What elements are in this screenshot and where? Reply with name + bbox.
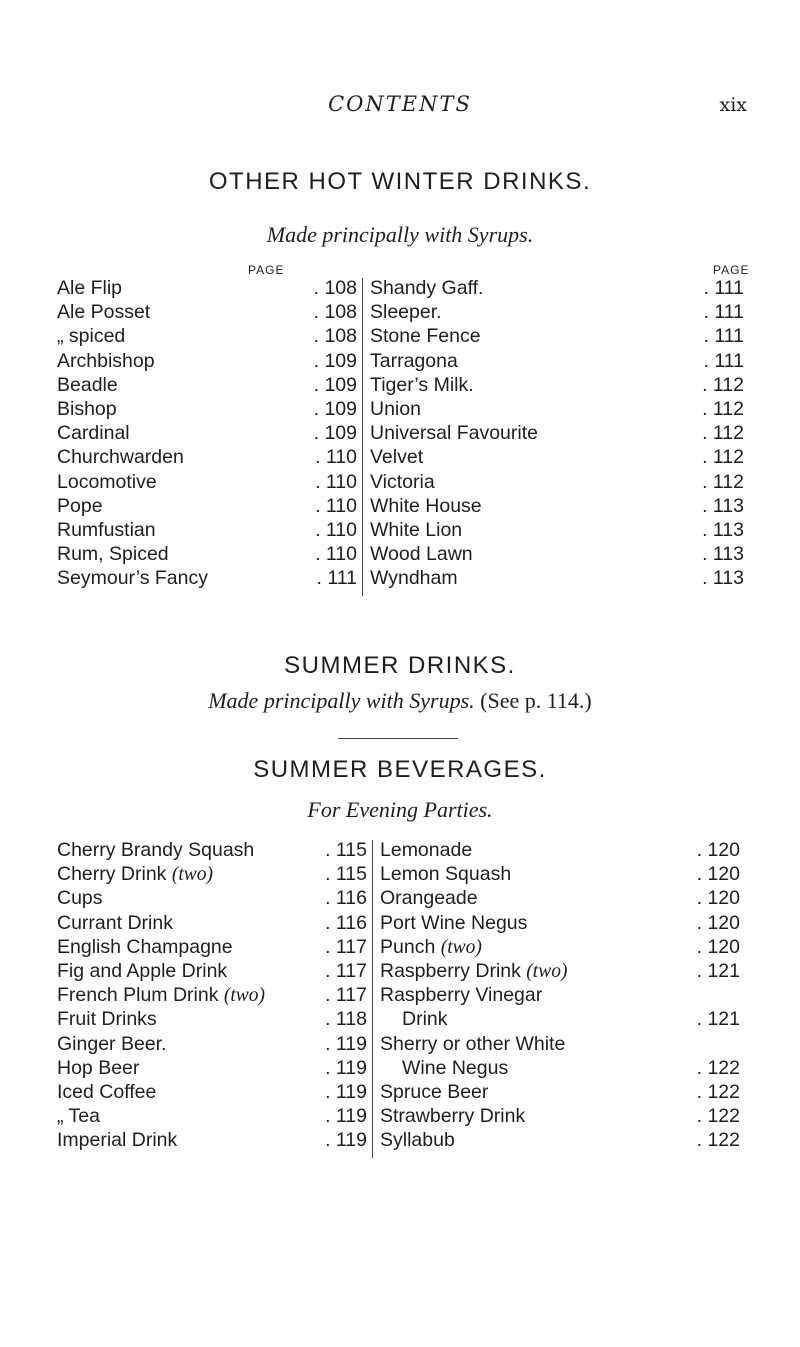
- entry-name: [57, 494, 103, 518]
- entry-title: Ale Posset: [57, 301, 151, 324]
- entry-name: [57, 1128, 177, 1152]
- index-entry: [57, 1128, 367, 1152]
- section-divider: [338, 738, 458, 739]
- summer-beverages-right-column: [380, 838, 740, 1152]
- entry-page: . 108: [313, 325, 357, 348]
- entry-page: . 110: [315, 543, 357, 566]
- entry-name: [57, 1104, 100, 1128]
- entry-title: Hop Beer: [57, 1056, 140, 1079]
- index-entry: [57, 959, 367, 983]
- entry-name: [380, 1032, 565, 1056]
- entry-title: Union: [370, 397, 421, 420]
- summer-beverages-left-column: [57, 838, 367, 1152]
- entry-name: [57, 911, 173, 935]
- entry-note: (two): [171, 864, 214, 886]
- entry-page: . 113: [702, 567, 744, 590]
- entry-name: [57, 959, 227, 983]
- entry-page: . 110: [315, 470, 357, 493]
- index-entry: [57, 349, 357, 373]
- index-entry: [57, 983, 367, 1007]
- entry-name: [370, 397, 421, 421]
- index-entry: [370, 494, 744, 518]
- entry-page: . 115: [325, 839, 367, 861]
- entry-name: [380, 886, 478, 910]
- index-entry: [380, 1032, 740, 1056]
- entry-name: [380, 935, 482, 960]
- entry-title: Currant Drink: [57, 911, 173, 934]
- entry-page: . 116: [325, 911, 367, 934]
- entry-page: . 119: [325, 1032, 367, 1055]
- index-entry: [57, 494, 357, 518]
- entry-page: . 122: [696, 1105, 740, 1128]
- index-entry: [57, 300, 357, 324]
- index-entry: [370, 397, 744, 421]
- entry-page: . 113: [702, 518, 744, 541]
- entry-page: . 122: [696, 1080, 740, 1103]
- index-entry: [370, 276, 744, 300]
- entry-page: . 117: [325, 935, 367, 958]
- entry-name: [370, 542, 473, 566]
- index-entry: [380, 983, 740, 1007]
- entry-page: . 110: [315, 494, 357, 517]
- index-entry: [380, 911, 740, 935]
- index-entry: [380, 886, 740, 910]
- entry-name: [57, 1080, 156, 1104]
- entry-title: Cherry Brandy Squash: [57, 839, 255, 861]
- entry-page: . 120: [696, 935, 740, 958]
- entry-page: . 113: [702, 543, 744, 566]
- summer-beverages-title: SUMMER BEVERAGES.: [253, 756, 547, 783]
- index-entry: [370, 470, 744, 494]
- index-entry: [370, 445, 744, 469]
- entry-page: . 110: [315, 446, 357, 469]
- entry-page: . 121: [696, 1008, 740, 1031]
- entry-page: . 120: [696, 863, 740, 886]
- entry-title: Port Wine Negus: [380, 911, 528, 934]
- entry-page: . 110: [315, 518, 357, 541]
- entry-title: Ale Flip: [57, 277, 123, 299]
- entry-name: [57, 445, 184, 469]
- entry-title: Syllabub: [380, 1129, 455, 1152]
- entry-page: . 112: [702, 373, 744, 396]
- index-entry: [380, 935, 740, 959]
- entry-title: Wine Negus: [402, 1056, 509, 1079]
- running-title: CONTENTS: [328, 92, 472, 116]
- entry-name: [57, 470, 157, 494]
- entry-name: [380, 1128, 455, 1152]
- entry-page: . 115: [325, 863, 367, 886]
- entry-name: [370, 494, 482, 518]
- index-entry: [380, 1104, 740, 1128]
- index-entry: [380, 1080, 740, 1104]
- entry-title: Iced Coffee: [57, 1080, 157, 1103]
- running-head: [0, 92, 800, 124]
- entry-title: Stone Fence: [370, 325, 481, 348]
- entry-title: English Champagne: [57, 935, 233, 958]
- entry-name: [370, 421, 538, 445]
- entry-title: Orangeade: [380, 887, 478, 910]
- entry-title: Lemonade: [380, 839, 473, 861]
- entry-title: Drink: [402, 1008, 448, 1031]
- index-entry: [380, 862, 740, 886]
- entry-page: . 119: [325, 1056, 367, 1079]
- index-entry: [370, 324, 744, 348]
- summer-drinks-subtitle: [0, 688, 800, 714]
- entry-name: [380, 911, 527, 935]
- entry-note: (two): [526, 960, 568, 982]
- entry-name: [57, 1032, 166, 1056]
- entry-page: . 113: [702, 494, 744, 517]
- hot-drinks-left-column: [57, 276, 357, 590]
- entry-name: [57, 373, 118, 397]
- index-entry: [370, 566, 744, 590]
- entry-name: [57, 276, 122, 300]
- index-entry: [57, 935, 367, 959]
- index-entry: [380, 1056, 740, 1080]
- page-column-label-left: PAGE: [248, 263, 285, 277]
- entry-title: Ginger Beer.: [57, 1032, 167, 1055]
- entry-title: Cardinal: [57, 422, 130, 445]
- entry-name: [370, 445, 423, 469]
- entry-title: „ spiced: [57, 325, 126, 348]
- entry-title: Cherry Drink: [57, 863, 167, 886]
- index-entry: [380, 1128, 740, 1152]
- entry-page: . 112: [702, 422, 744, 445]
- entry-page: . 111: [703, 277, 744, 299]
- entry-name: [370, 566, 458, 590]
- entry-title: Raspberry Vinegar: [380, 984, 543, 1007]
- entry-name: [370, 324, 481, 348]
- index-entry: [370, 542, 744, 566]
- entry-note: (two): [440, 936, 482, 958]
- entry-title: Seymour’s Fancy: [57, 567, 209, 590]
- entry-name: [57, 421, 130, 445]
- entry-name: [57, 542, 169, 566]
- entry-page: . 109: [313, 422, 357, 445]
- index-entry: [57, 373, 357, 397]
- entry-page: . 111: [703, 301, 744, 324]
- index-entry: [57, 1104, 367, 1128]
- index-entry: [370, 349, 744, 373]
- entry-name: [57, 397, 117, 421]
- entry-title: Sleeper.: [370, 301, 442, 324]
- entry-name: [57, 886, 103, 910]
- entry-title: Victoria: [370, 470, 435, 493]
- entry-title: Archbishop: [57, 349, 155, 372]
- entry-name: [370, 300, 442, 324]
- entry-title: Sherry or other White: [380, 1032, 566, 1055]
- entry-page: . 111: [316, 567, 357, 590]
- entry-page: . 122: [696, 1129, 740, 1152]
- index-entry: [380, 1007, 740, 1031]
- index-entry: [57, 276, 357, 300]
- entry-title: Imperial Drink: [57, 1129, 178, 1152]
- entry-page: . 119: [325, 1129, 367, 1152]
- entry-page: . 117: [325, 959, 367, 982]
- index-entry: [57, 518, 357, 542]
- entry-page: . 109: [313, 373, 357, 396]
- entry-page: . 119: [325, 1080, 367, 1103]
- index-entry: [380, 838, 740, 862]
- entry-page: . 116: [325, 887, 367, 910]
- index-entry: [57, 1056, 367, 1080]
- entry-title: Fruit Drinks: [57, 1008, 157, 1031]
- entry-page: . 117: [325, 984, 367, 1007]
- entry-name: [57, 324, 125, 348]
- entry-title: Raspberry Drink: [380, 959, 521, 982]
- summer-beverages-subtitle: For Evening Parties.: [307, 797, 493, 822]
- entry-name: [370, 373, 474, 397]
- entry-name: [380, 1104, 525, 1128]
- entry-page: . 111: [703, 325, 744, 348]
- entry-title: Universal Favourite: [370, 422, 538, 445]
- entry-title: Locomotive: [57, 470, 157, 493]
- column-rule: [372, 840, 373, 1158]
- entry-title: White House: [370, 494, 482, 517]
- entry-name: [57, 566, 208, 590]
- entry-name: [370, 470, 435, 494]
- entry-title: Strawberry Drink: [380, 1105, 526, 1128]
- entry-name: [57, 1056, 139, 1080]
- entry-page: . 111: [703, 349, 744, 372]
- entry-page: . 112: [702, 446, 744, 469]
- index-entry: [57, 542, 357, 566]
- entry-note: (two): [223, 985, 266, 1007]
- entry-title: Rum, Spiced: [57, 543, 169, 566]
- index-entry: [370, 373, 744, 397]
- entry-page: . 112: [702, 397, 744, 420]
- entry-page: . 121: [696, 959, 740, 982]
- index-entry: [370, 300, 744, 324]
- entry-page: . 109: [313, 397, 357, 420]
- hot-drinks-title: OTHER HOT WINTER DRINKS.: [208, 168, 592, 195]
- entry-page: . 120: [696, 839, 740, 861]
- entry-name: [380, 838, 472, 862]
- entry-title: Tarragona: [370, 349, 458, 372]
- entry-title: Velvet: [370, 446, 424, 469]
- entry-name: [57, 1007, 157, 1031]
- index-entry: [57, 862, 367, 886]
- entry-page: . 108: [313, 277, 357, 299]
- entry-page: . 122: [696, 1056, 740, 1079]
- hot-drinks-subtitle: Made principally with Syrups.: [266, 222, 534, 247]
- entry-title: Pope: [57, 494, 103, 517]
- entry-page: . 119: [325, 1105, 367, 1128]
- entry-title: Churchwarden: [57, 446, 184, 469]
- entry-name: [57, 300, 150, 324]
- index-entry: [57, 1032, 367, 1056]
- entry-title: Wood Lawn: [370, 543, 473, 566]
- column-rule: [362, 278, 363, 596]
- page-column-label-right: PAGE: [713, 263, 750, 277]
- index-entry: [57, 324, 357, 348]
- index-entry: [57, 470, 357, 494]
- entry-name: [370, 518, 462, 542]
- entry-name: [402, 1056, 508, 1080]
- entry-name: [380, 959, 567, 984]
- entry-name: [57, 983, 265, 1008]
- hot-drinks-right-column: [370, 276, 744, 590]
- index-entry: [380, 959, 740, 983]
- entry-title: Fig and Apple Drink: [57, 959, 228, 982]
- index-entry: [57, 1007, 367, 1031]
- index-entry: [57, 838, 367, 862]
- summer-drinks-title: SUMMER DRINKS.: [284, 652, 516, 679]
- entry-title: Punch: [380, 935, 436, 958]
- entry-name: [380, 862, 511, 886]
- entry-name: [370, 276, 483, 300]
- entry-page: . 108: [313, 301, 357, 324]
- entry-title: White Lion: [370, 518, 463, 541]
- entry-name: [57, 838, 254, 862]
- index-entry: [57, 1080, 367, 1104]
- entry-page: . 112: [702, 470, 744, 493]
- entry-page: . 120: [696, 911, 740, 934]
- entry-title: Spruce Beer: [380, 1080, 489, 1103]
- index-entry: [370, 421, 744, 445]
- entry-name: [380, 983, 542, 1007]
- entry-title: Bishop: [57, 397, 117, 420]
- entry-name: [57, 935, 233, 959]
- index-entry: [57, 566, 357, 590]
- entry-name: [57, 862, 213, 887]
- index-entry: [370, 518, 744, 542]
- index-entry: [57, 421, 357, 445]
- index-entry: [57, 911, 367, 935]
- entry-title: Wyndham: [370, 567, 458, 590]
- entry-page: . 118: [325, 1008, 367, 1031]
- entry-name: [57, 349, 155, 373]
- summer-drinks-subtitle-text: Made principally with Syrups.: [208, 688, 475, 713]
- entry-page: . 109: [313, 349, 357, 372]
- entry-page: . 120: [696, 887, 740, 910]
- index-entry: [57, 397, 357, 421]
- page-number: xix: [719, 94, 747, 116]
- entry-title: Rumfustian: [57, 518, 156, 541]
- summer-drinks-reference: (See p. 114.): [480, 688, 592, 713]
- entry-title: Beadle: [57, 373, 118, 396]
- entry-title: Lemon Squash: [380, 863, 512, 886]
- entry-title: Shandy Gaff.: [370, 277, 484, 299]
- entry-title: French Plum Drink: [57, 984, 219, 1007]
- entry-name: [57, 518, 156, 542]
- index-entry: [57, 445, 357, 469]
- entry-name: [380, 1080, 488, 1104]
- entry-title: „ Tea: [57, 1105, 100, 1128]
- entry-name: [370, 349, 458, 373]
- index-entry: [57, 886, 367, 910]
- entry-name: [402, 1007, 448, 1031]
- entry-title: Tiger’s Milk.: [370, 373, 474, 396]
- entry-title: Cups: [57, 887, 103, 910]
